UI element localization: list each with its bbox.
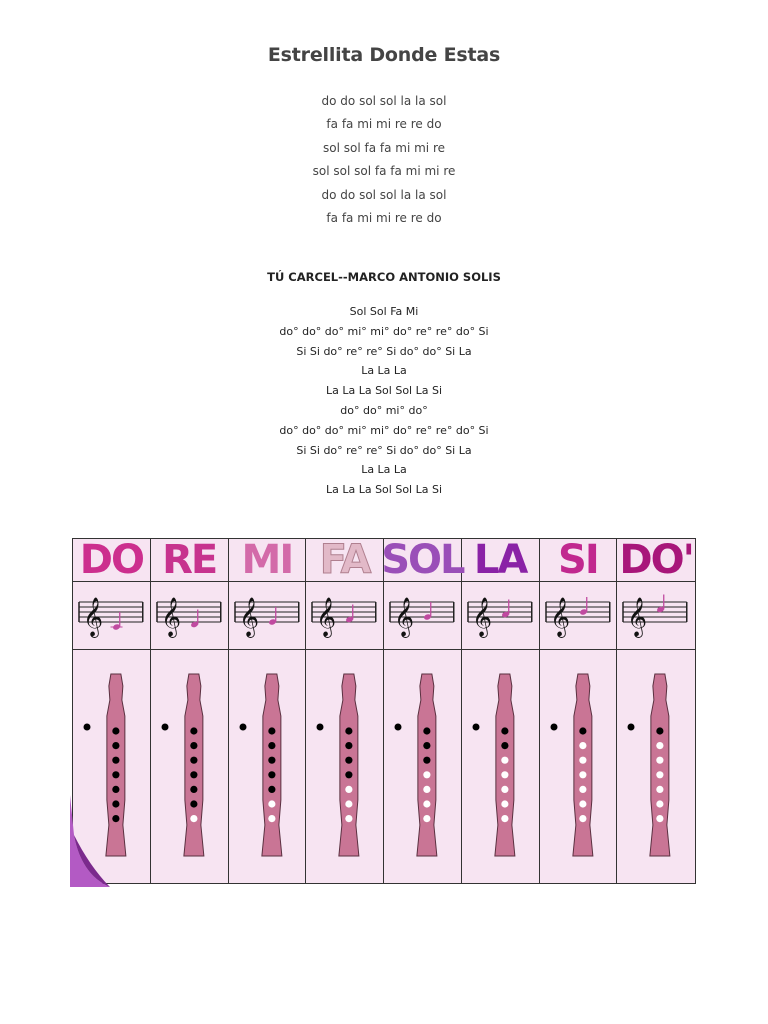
note-name: DO': [619, 537, 693, 583]
finger-hole: [501, 727, 508, 734]
lyric-line: do do sol sol la la sol: [321, 187, 447, 202]
finger-hole: [190, 800, 197, 807]
staff-cell: [306, 582, 383, 650]
finger-hole: [346, 742, 353, 749]
finger-hole: [190, 786, 197, 793]
fingering-column: [229, 539, 307, 883]
recorder-icon: [306, 650, 384, 885]
recorder-body: [650, 674, 670, 856]
fingering-column: [306, 539, 384, 883]
note-name-cell: [462, 539, 539, 582]
finger-hole: [112, 800, 119, 807]
recorder-cell: [462, 650, 539, 885]
lyric-line: Si Si do° re° re° Si do° do° Si La: [296, 443, 472, 457]
finger-hole: [579, 727, 586, 734]
finger-hole: [501, 757, 508, 764]
finger-hole: [190, 727, 197, 734]
treble-clef-icon: 𝄞: [160, 597, 181, 637]
recorder-icon: [151, 650, 229, 885]
finger-hole: [190, 771, 197, 778]
fingering-column: [540, 539, 618, 883]
finger-hole: [346, 757, 353, 764]
finger-hole: [501, 786, 508, 793]
staff-svg: [462, 582, 540, 650]
finger-hole: [112, 742, 119, 749]
note-name-cell: [306, 539, 383, 582]
song1-title: Estrellita Donde Estas: [267, 44, 501, 66]
song2-title: TÚ CARCEL--MARCO ANTONIO SOLIS: [267, 270, 501, 284]
lyric-line: fa fa mi mi re re do: [326, 210, 442, 225]
staff-svg: [384, 582, 462, 650]
finger-hole: [501, 800, 508, 807]
finger-hole: [346, 800, 353, 807]
treble-clef-icon: 𝄞: [627, 597, 648, 637]
finger-hole: [346, 815, 353, 822]
fingering-column: [151, 539, 229, 883]
fingering-column: [462, 539, 540, 883]
staff-cell: [617, 582, 695, 650]
finger-hole: [112, 727, 119, 734]
recorder-icon: [384, 650, 462, 885]
finger-hole: [501, 771, 508, 778]
thumb-hole: [239, 724, 246, 731]
thumb-hole: [628, 724, 635, 731]
thumb-hole: [550, 724, 557, 731]
recorder-icon: [540, 650, 618, 885]
finger-hole: [657, 786, 664, 793]
finger-hole: [268, 742, 275, 749]
recorder-body: [572, 674, 592, 856]
fingering-column: [617, 539, 695, 883]
finger-hole: [657, 742, 664, 749]
recorder-fingering-chart: [72, 538, 696, 884]
finger-hole: [423, 771, 430, 778]
thumb-hole: [395, 724, 402, 731]
recorder-cell: [151, 650, 228, 885]
finger-hole: [346, 727, 353, 734]
staff-cell: [462, 582, 539, 650]
finger-hole: [112, 757, 119, 764]
thumb-hole: [161, 724, 168, 731]
finger-hole: [423, 800, 430, 807]
song1-lyrics: [0, 90, 768, 230]
recorder-body: [339, 674, 359, 856]
recorder-cell: [384, 650, 461, 885]
recorder-body: [495, 674, 515, 856]
page-curl-icon: [70, 795, 112, 887]
finger-hole: [346, 771, 353, 778]
note-name: SI: [558, 537, 598, 583]
lyric-line: fa fa mi mi re re do: [326, 117, 442, 132]
staff-cell: [151, 582, 228, 650]
finger-hole: [501, 742, 508, 749]
finger-hole: [579, 757, 586, 764]
treble-clef-icon: 𝄞: [394, 597, 415, 637]
finger-hole: [346, 786, 353, 793]
note-name: RE: [162, 537, 217, 583]
finger-hole: [190, 757, 197, 764]
note-name-cell: [151, 539, 228, 582]
staff-cell: [229, 582, 306, 650]
finger-hole: [268, 771, 275, 778]
song2-lyrics: [0, 302, 768, 500]
note-name-cell: [540, 539, 617, 582]
treble-clef-icon: 𝄞: [238, 597, 259, 637]
recorder-body: [184, 674, 204, 856]
lyric-line: Sol Sol Fa Mi: [349, 305, 419, 318]
recorder-cell: [229, 650, 306, 885]
treble-clef-icon: 𝄞: [549, 597, 570, 637]
finger-hole: [579, 742, 586, 749]
finger-hole: [501, 815, 508, 822]
lyric-line: La La La: [361, 364, 407, 378]
note-name: DO: [79, 537, 143, 583]
finger-hole: [190, 742, 197, 749]
finger-hole: [112, 771, 119, 778]
recorder-cell: [617, 650, 695, 885]
fingering-column: [381, 537, 464, 883]
staff-svg: [617, 582, 695, 650]
staff-svg: [73, 582, 151, 650]
finger-hole: [657, 727, 664, 734]
finger-hole: [112, 786, 119, 793]
recorder-icon: [617, 650, 695, 885]
thumb-hole: [472, 724, 479, 731]
note-name: MI: [241, 537, 293, 583]
lyric-line: do° do° mi° do°: [340, 403, 428, 417]
lyric-line: sol sol fa fa mi mi re: [323, 140, 445, 155]
staff-cell: [384, 582, 461, 650]
note-name-cell: [617, 539, 695, 582]
note-name: SOL: [381, 537, 464, 583]
finger-hole: [579, 786, 586, 793]
recorder-cell: [306, 650, 383, 885]
staff-cell: [73, 582, 150, 650]
lyric-line: do° do° do° mi° mi° do° re° re° do° Si: [279, 423, 489, 437]
finger-hole: [657, 757, 664, 764]
finger-hole: [423, 786, 430, 793]
lyric-line: Si Si do° re° re° Si do° do° Si La: [296, 344, 472, 358]
finger-hole: [423, 742, 430, 749]
recorder-body: [261, 674, 281, 856]
lyric-line: La La La: [361, 463, 407, 477]
finger-hole: [657, 800, 664, 807]
thumb-hole: [84, 724, 91, 731]
finger-hole: [579, 815, 586, 822]
finger-hole: [423, 727, 430, 734]
finger-hole: [423, 815, 430, 822]
staff-svg: [540, 582, 618, 650]
lyric-line: La La La Sol Sol La Si: [325, 483, 443, 497]
lyric-line: do do sol sol la la sol: [321, 94, 447, 108]
thumb-hole: [317, 724, 324, 731]
lyric-line: sol sol sol fa fa mi mi re: [312, 164, 456, 179]
staff-svg: [306, 582, 384, 650]
note-name-cell: [229, 539, 306, 582]
recorder-cell: [540, 650, 617, 885]
note-name: LA: [473, 537, 527, 583]
lyric-line: do° do° do° mi° mi° do° re° re° do° Si: [279, 324, 489, 338]
recorder-icon: [462, 650, 540, 885]
finger-hole: [657, 815, 664, 822]
finger-hole: [657, 771, 664, 778]
treble-clef-icon: 𝄞: [316, 597, 337, 637]
treble-clef-icon: 𝄞: [83, 597, 104, 637]
note-name-cell: [73, 539, 150, 582]
finger-hole: [268, 727, 275, 734]
note-name-cell: [381, 537, 464, 583]
staff-svg: [151, 582, 229, 650]
finger-hole: [268, 800, 275, 807]
finger-hole: [579, 771, 586, 778]
finger-hole: [112, 815, 119, 822]
staff-cell: [540, 582, 617, 650]
treble-clef-icon: 𝄞: [471, 597, 492, 637]
staff-svg: [229, 582, 307, 650]
note-name: FA: [319, 537, 370, 583]
finger-hole: [423, 757, 430, 764]
lyric-line: La La La Sol Sol La Si: [325, 384, 443, 398]
finger-hole: [579, 800, 586, 807]
recorder-icon: [229, 650, 307, 885]
finger-hole: [268, 815, 275, 822]
finger-hole: [268, 786, 275, 793]
finger-hole: [190, 815, 197, 822]
recorder-body: [417, 674, 437, 856]
finger-hole: [268, 757, 275, 764]
